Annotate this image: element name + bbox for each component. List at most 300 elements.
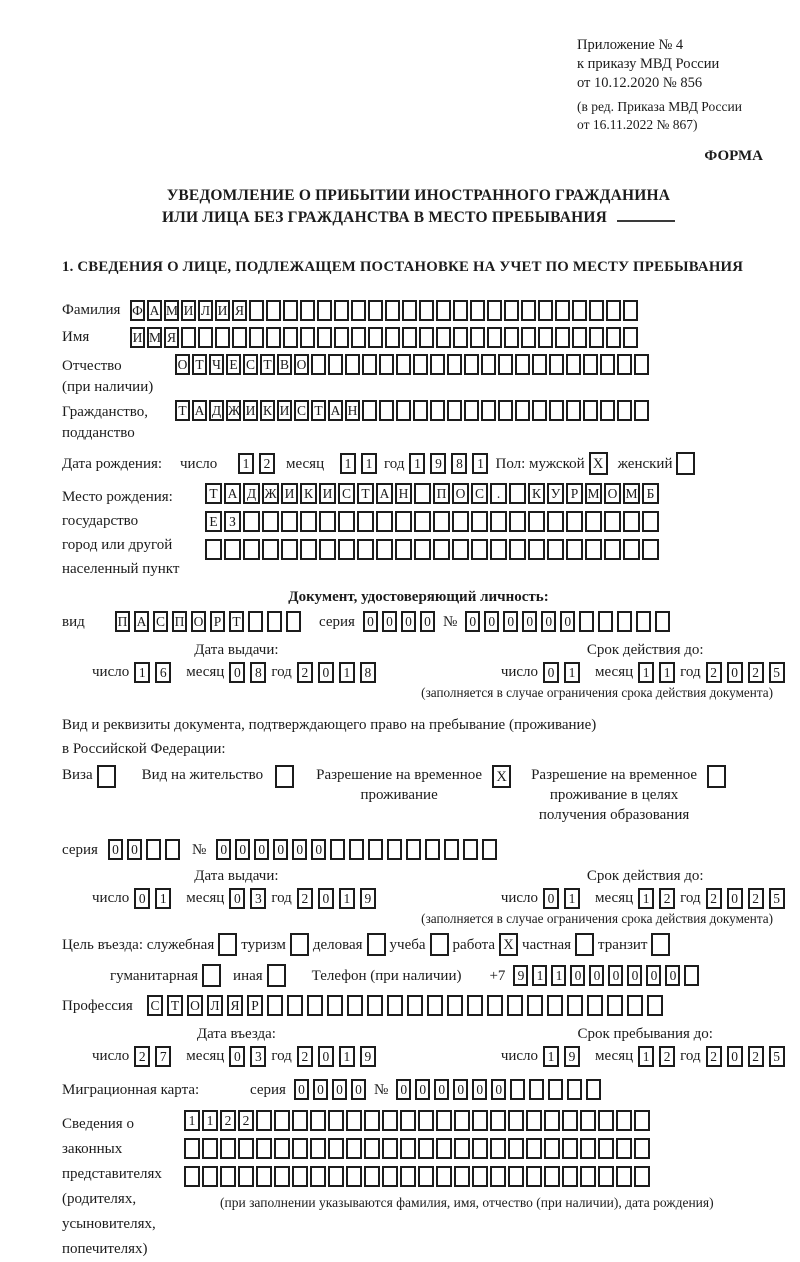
form-cell[interactable]: 2 [706,1046,722,1067]
form-cell[interactable]: 0 [665,965,680,986]
form-cell[interactable]: 1 [184,1110,200,1131]
form-cell[interactable] [327,995,343,1016]
form-cell[interactable] [600,400,615,421]
form-cell[interactable] [606,300,621,321]
form-cell[interactable] [396,354,411,375]
form-cell[interactable] [362,400,377,421]
form-cell[interactable] [349,839,364,860]
form-cell[interactable] [447,354,462,375]
form-cell[interactable] [266,300,281,321]
form-cell[interactable] [532,400,547,421]
form-cell[interactable] [205,539,222,560]
form-cell[interactable] [585,511,602,532]
form-cell[interactable] [616,1138,632,1159]
form-cell[interactable] [328,354,343,375]
form-cell[interactable] [425,839,440,860]
form-cell[interactable] [338,539,355,560]
form-cell[interactable]: 2 [659,1046,675,1067]
form-cell[interactable]: Ж [226,400,241,421]
form-cell[interactable] [368,327,383,348]
form-cell[interactable] [617,354,632,375]
form-cell[interactable]: К [528,483,545,504]
form-cell[interactable]: 7 [155,1046,171,1067]
form-cell[interactable]: К [300,483,317,504]
form-cell[interactable]: И [130,327,145,348]
form-cell[interactable]: 1 [339,1046,355,1067]
form-cell[interactable] [471,539,488,560]
form-cell[interactable]: И [319,483,336,504]
form-cell[interactable] [357,539,374,560]
form-cell[interactable]: 0 [420,611,435,632]
form-cell[interactable]: 0 [363,611,378,632]
form-cell[interactable]: 0 [472,1079,487,1100]
form-cell[interactable] [436,1166,452,1187]
form-cell[interactable] [256,1166,272,1187]
form-cell[interactable]: 0 [108,839,123,860]
form-cell[interactable]: 9 [360,1046,376,1067]
form-cell[interactable] [490,1166,506,1187]
form-cell[interactable] [266,327,281,348]
temp-residence-checkbox[interactable]: X [492,765,511,788]
form-cell[interactable]: 0 [313,1079,328,1100]
form-cell[interactable] [548,1079,563,1100]
form-cell[interactable] [642,539,659,560]
form-cell[interactable] [544,1166,560,1187]
form-cell[interactable] [616,1166,632,1187]
form-cell[interactable] [433,539,450,560]
form-cell[interactable]: Л [207,995,223,1016]
form-cell[interactable] [507,995,523,1016]
form-cell[interactable] [274,1138,290,1159]
form-cell[interactable]: 1 [659,662,675,683]
form-cell[interactable] [379,354,394,375]
form-cell[interactable]: Я [227,995,243,1016]
form-cell[interactable]: 0 [434,1079,449,1100]
form-cell[interactable]: Я [164,327,179,348]
form-cell[interactable] [580,1166,596,1187]
form-cell[interactable] [436,327,451,348]
form-cell[interactable] [464,354,479,375]
form-cell[interactable] [430,354,445,375]
form-cell[interactable] [604,511,621,532]
form-cell[interactable] [562,1166,578,1187]
form-cell[interactable] [292,1166,308,1187]
form-cell[interactable]: 8 [250,662,266,683]
form-cell[interactable] [267,611,282,632]
form-cell[interactable]: 0 [646,965,661,986]
form-cell[interactable]: Т [229,611,244,632]
form-cell[interactable] [572,300,587,321]
form-cell[interactable]: З [224,511,241,532]
form-cell[interactable] [508,1138,524,1159]
form-cell[interactable] [300,300,315,321]
form-cell[interactable] [487,300,502,321]
form-cell[interactable] [598,611,613,632]
form-cell[interactable] [454,1138,470,1159]
form-cell[interactable] [287,995,303,1016]
form-cell[interactable]: А [192,400,207,421]
form-cell[interactable] [566,354,581,375]
form-cell[interactable]: И [281,483,298,504]
form-cell[interactable]: 0 [465,611,480,632]
form-cell[interactable]: Т [192,354,207,375]
form-cell[interactable] [402,300,417,321]
form-cell[interactable]: 0 [273,839,288,860]
form-cell[interactable]: У [547,483,564,504]
form-cell[interactable] [562,1138,578,1159]
form-cell[interactable] [368,839,383,860]
form-cell[interactable] [300,511,317,532]
form-cell[interactable] [470,300,485,321]
form-cell[interactable] [419,300,434,321]
form-cell[interactable]: 1 [340,453,356,474]
form-cell[interactable] [243,511,260,532]
form-cell[interactable]: 5 [769,1046,785,1067]
form-cell[interactable] [538,300,553,321]
form-cell[interactable]: 2 [706,662,722,683]
form-cell[interactable] [202,1166,218,1187]
form-cell[interactable] [414,539,431,560]
form-cell[interactable]: 0 [453,1079,468,1100]
form-cell[interactable] [396,400,411,421]
form-cell[interactable] [580,1138,596,1159]
form-cell[interactable] [364,1138,380,1159]
sex-female-checkbox[interactable] [676,452,695,475]
form-cell[interactable]: О [187,995,203,1016]
form-cell[interactable] [482,839,497,860]
form-cell[interactable]: А [224,483,241,504]
form-cell[interactable] [395,539,412,560]
form-cell[interactable]: 0 [332,1079,347,1100]
form-cell[interactable]: М [585,483,602,504]
form-cell[interactable]: Д [209,400,224,421]
form-cell[interactable]: О [604,483,621,504]
form-cell[interactable]: 0 [541,611,556,632]
form-cell[interactable]: 1 [409,453,425,474]
form-cell[interactable] [490,539,507,560]
form-cell[interactable]: Т [311,400,326,421]
form-cell[interactable] [607,995,623,1016]
form-cell[interactable]: 0 [216,839,231,860]
form-cell[interactable] [311,354,326,375]
form-cell[interactable] [248,611,263,632]
form-cell[interactable] [400,1110,416,1131]
form-cell[interactable]: 0 [229,662,245,683]
form-cell[interactable] [351,300,366,321]
form-cell[interactable]: 1 [339,662,355,683]
form-cell[interactable]: 3 [250,1046,266,1067]
form-cell[interactable] [617,611,632,632]
form-cell[interactable]: 2 [238,1110,254,1131]
form-cell[interactable] [379,400,394,421]
form-cell[interactable]: Р [210,611,225,632]
form-cell[interactable]: 0 [134,888,150,909]
form-cell[interactable] [634,400,649,421]
form-cell[interactable]: 1 [638,888,654,909]
form-cell[interactable]: 2 [297,662,313,683]
form-cell[interactable] [413,400,428,421]
form-cell[interactable] [319,511,336,532]
form-cell[interactable] [642,511,659,532]
form-cell[interactable] [555,300,570,321]
form-cell[interactable]: Е [226,354,241,375]
form-cell[interactable] [300,327,315,348]
purpose-transit-checkbox[interactable] [651,933,670,956]
form-cell[interactable]: 0 [382,611,397,632]
form-cell[interactable]: 0 [570,965,585,986]
form-cell[interactable] [526,1166,542,1187]
form-cell[interactable] [481,354,496,375]
form-cell[interactable] [364,1166,380,1187]
form-cell[interactable]: Я [232,300,247,321]
form-cell[interactable] [547,511,564,532]
form-cell[interactable]: 9 [360,888,376,909]
form-cell[interactable] [623,300,638,321]
purpose-other-checkbox[interactable] [267,964,286,987]
form-cell[interactable] [627,995,643,1016]
form-cell[interactable]: 1 [155,888,171,909]
form-cell[interactable] [364,1110,380,1131]
form-cell[interactable] [419,327,434,348]
form-cell[interactable]: 1 [472,453,488,474]
form-cell[interactable] [418,1166,434,1187]
form-cell[interactable]: С [294,400,309,421]
form-cell[interactable] [382,1166,398,1187]
form-cell[interactable] [526,1110,542,1131]
form-cell[interactable] [487,995,503,1016]
form-cell[interactable] [617,400,632,421]
form-cell[interactable] [447,400,462,421]
form-cell[interactable] [472,1138,488,1159]
form-cell[interactable]: 0 [543,662,559,683]
form-cell[interactable]: 2 [659,888,675,909]
form-cell[interactable] [600,354,615,375]
form-cell[interactable]: 1 [361,453,377,474]
form-cell[interactable]: 0 [727,662,743,683]
form-cell[interactable] [430,400,445,421]
form-cell[interactable] [521,300,536,321]
form-cell[interactable]: 1 [532,965,547,986]
form-cell[interactable] [310,1110,326,1131]
form-cell[interactable]: 1 [551,965,566,986]
form-cell[interactable]: П [172,611,187,632]
form-cell[interactable]: 2 [748,1046,764,1067]
form-cell[interactable]: 1 [638,1046,654,1067]
form-cell[interactable]: Л [198,300,213,321]
form-cell[interactable] [382,1110,398,1131]
form-cell[interactable]: 1 [202,1110,218,1131]
form-cell[interactable] [232,327,247,348]
form-cell[interactable]: 0 [543,888,559,909]
form-cell[interactable]: В [277,354,292,375]
form-cell[interactable] [184,1166,200,1187]
form-cell[interactable]: 8 [360,662,376,683]
form-cell[interactable]: 0 [401,611,416,632]
form-cell[interactable] [345,354,360,375]
form-cell[interactable]: 0 [254,839,269,860]
form-cell[interactable]: 2 [220,1110,236,1131]
purpose-tourism-checkbox[interactable] [290,933,309,956]
form-cell[interactable] [547,539,564,560]
form-cell[interactable]: Н [395,483,412,504]
form-cell[interactable]: А [376,483,393,504]
form-cell[interactable] [453,300,468,321]
form-cell[interactable]: 5 [769,662,785,683]
form-cell[interactable]: Р [247,995,263,1016]
form-cell[interactable]: 1 [134,662,150,683]
form-cell[interactable]: 0 [503,611,518,632]
purpose-work-checkbox[interactable]: X [499,933,518,956]
form-cell[interactable] [490,511,507,532]
form-cell[interactable] [567,995,583,1016]
form-cell[interactable]: Т [357,483,374,504]
form-cell[interactable] [317,327,332,348]
form-cell[interactable]: Ж [262,483,279,504]
form-cell[interactable] [532,354,547,375]
form-cell[interactable] [580,1110,596,1131]
form-cell[interactable] [527,995,543,1016]
form-cell[interactable] [508,1166,524,1187]
form-cell[interactable]: 0 [292,839,307,860]
form-cell[interactable] [198,327,213,348]
form-cell[interactable] [647,995,663,1016]
form-cell[interactable] [589,327,604,348]
form-cell[interactable] [583,400,598,421]
form-cell[interactable]: А [328,400,343,421]
form-cell[interactable] [544,1110,560,1131]
form-cell[interactable]: Ч [209,354,224,375]
form-cell[interactable] [655,611,670,632]
form-cell[interactable] [498,400,513,421]
form-cell[interactable] [616,1110,632,1131]
form-cell[interactable]: 0 [127,839,142,860]
residence-permit-checkbox[interactable] [275,765,294,788]
form-cell[interactable] [436,1138,452,1159]
form-cell[interactable] [385,327,400,348]
temp-residence-edu-checkbox[interactable] [707,765,726,788]
form-cell[interactable] [509,511,526,532]
purpose-business-checkbox[interactable] [367,933,386,956]
form-cell[interactable] [572,327,587,348]
form-cell[interactable]: 0 [560,611,575,632]
form-cell[interactable]: Т [175,400,190,421]
form-cell[interactable] [586,1079,601,1100]
form-cell[interactable] [376,511,393,532]
form-cell[interactable]: И [243,400,258,421]
form-cell[interactable] [436,1110,452,1131]
form-cell[interactable]: 2 [134,1046,150,1067]
form-cell[interactable] [510,1079,525,1100]
form-cell[interactable] [598,1166,614,1187]
form-cell[interactable] [267,995,283,1016]
form-cell[interactable]: Т [205,483,222,504]
form-cell[interactable] [220,1138,236,1159]
form-cell[interactable] [283,327,298,348]
form-cell[interactable] [634,1138,650,1159]
form-cell[interactable]: М [623,483,640,504]
form-cell[interactable] [454,1166,470,1187]
form-cell[interactable] [515,354,530,375]
form-cell[interactable]: 0 [522,611,537,632]
form-cell[interactable] [549,400,564,421]
form-cell[interactable]: 0 [627,965,642,986]
visa-checkbox[interactable] [97,765,116,788]
form-cell[interactable] [346,1166,362,1187]
form-cell[interactable] [587,995,603,1016]
form-cell[interactable] [283,300,298,321]
form-cell[interactable] [529,1079,544,1100]
form-cell[interactable] [567,1079,582,1100]
form-cell[interactable] [504,300,519,321]
form-cell[interactable] [509,483,526,504]
form-cell[interactable] [256,1138,272,1159]
form-cell[interactable] [184,1138,200,1159]
form-cell[interactable] [583,354,598,375]
form-cell[interactable] [634,1166,650,1187]
form-cell[interactable]: И [277,400,292,421]
form-cell[interactable] [544,1138,560,1159]
form-cell[interactable] [623,539,640,560]
form-cell[interactable]: 1 [543,1046,559,1067]
form-cell[interactable] [636,611,651,632]
form-cell[interactable]: 0 [311,839,326,860]
form-cell[interactable]: А [134,611,149,632]
form-cell[interactable] [368,300,383,321]
form-cell[interactable]: 9 [430,453,446,474]
form-cell[interactable] [243,539,260,560]
form-cell[interactable] [589,300,604,321]
form-cell[interactable] [515,400,530,421]
purpose-study-checkbox[interactable] [430,933,449,956]
form-cell[interactable] [407,995,423,1016]
form-cell[interactable] [274,1166,290,1187]
form-cell[interactable] [310,1166,326,1187]
form-cell[interactable]: 0 [608,965,623,986]
form-cell[interactable] [281,539,298,560]
form-cell[interactable]: Б [642,483,659,504]
form-cell[interactable]: 0 [484,611,499,632]
form-cell[interactable] [328,1166,344,1187]
form-cell[interactable] [351,327,366,348]
form-cell[interactable] [376,539,393,560]
form-cell[interactable] [413,354,428,375]
form-cell[interactable] [317,300,332,321]
form-cell[interactable] [433,511,450,532]
form-cell[interactable] [464,400,479,421]
form-cell[interactable] [444,839,459,860]
form-cell[interactable]: 0 [294,1079,309,1100]
form-cell[interactable] [436,300,451,321]
form-cell[interactable] [406,839,421,860]
form-cell[interactable] [346,1138,362,1159]
form-cell[interactable] [387,995,403,1016]
form-cell[interactable] [487,327,502,348]
form-cell[interactable] [472,1110,488,1131]
form-cell[interactable] [281,511,298,532]
form-cell[interactable]: 0 [229,1046,245,1067]
form-cell[interactable]: 0 [318,662,334,683]
form-cell[interactable] [402,327,417,348]
form-cell[interactable] [623,327,638,348]
form-cell[interactable] [418,1110,434,1131]
form-cell[interactable]: О [175,354,190,375]
form-cell[interactable] [382,1138,398,1159]
form-cell[interactable] [427,995,443,1016]
form-cell[interactable]: Р [566,483,583,504]
form-cell[interactable]: 0 [727,888,743,909]
form-cell[interactable] [367,995,383,1016]
form-cell[interactable]: 9 [513,965,528,986]
